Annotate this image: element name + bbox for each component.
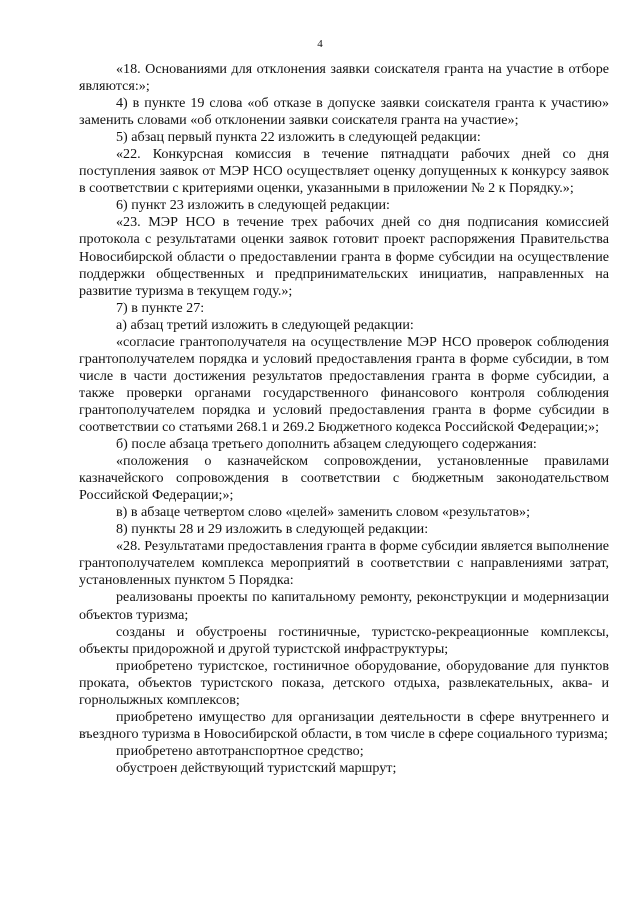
paragraph-item-5: 5) абзац первый пункта 22 изложить в следующей редакции:: [116, 129, 481, 146]
paragraph-item-7a: а) абзац третий изложить в следующей редакции:: [116, 316, 414, 333]
paragraph-23-mer: «23. МЭР НСО в течение трех рабочих дней со дня подписания комиссией протокола с результатами оценки заявок готовит проект распоряжения Правительства Новосибирской области о предоставлении гранта в форме субсидии на осуществление поддержки общественных и предпринимательских инициатив, направленных на развитие туризма в текущем году.»;: [79, 214, 609, 299]
paragraph-28-results: «28. Результатами предоставления гранта в форме субсидии является выполнение грантополучателем комплекса мероприятий в соответствии с направлениями затрат, установленных пунктом 5 Порядка:: [79, 538, 609, 589]
result-item-route: обустроен действующий туристский маршрут;: [116, 759, 397, 776]
paragraph-item-4: 4) в пункте 19 слова «об отказе в допуске заявки соискателя гранта к участию» заменить словами «об отклонении заявки соискателя гранта на участие»;: [79, 95, 609, 129]
paragraph-item-8: 8) пункты 28 и 29 изложить в следующей редакции:: [116, 521, 429, 538]
paragraph-item-7: 7) в пункте 27:: [116, 299, 205, 316]
page-number: 4: [317, 38, 323, 50]
result-item-equipment: приобретено туристское, гостиничное оборудование, оборудование для пунктов проката, объектов туристского показа, детского отдыха, развлекательных, аква- и горнолыжных комплексов;: [79, 657, 609, 708]
result-item-property: приобретено имущество для организации деятельности в сфере внутреннего и въездного туризма в Новосибирской области, в том числе в сфере социального туризма;: [79, 708, 609, 742]
paragraph-18-grounds: «18. Основаниями для отклонения заявки соискателя гранта на участие в отборе являются:»;: [79, 61, 609, 95]
paragraph-item-7v: в) в абзаце четвертом слово «целей» заменить словом «результатов»;: [116, 504, 531, 521]
paragraph-22-commission: «22. Конкурсная комиссия в течение пятнадцати рабочих дней со дня поступления заявок от МЭР НСО осуществляет оценку допущенных к конкурсу заявок в соответствии с критериями оценки, указанными в приложении № 2 к Порядку.»;: [79, 146, 609, 197]
paragraph-treasury: «положения о казначейском сопровождении, установленные правилами казначейского сопровождения в соответствии с бюджетным законодательством Российской Федерации;»;: [79, 453, 609, 504]
paragraph-item-7b: б) после абзаца третьего дополнить абзацем следующего содержания:: [116, 436, 537, 453]
result-item-hotels: созданы и обустроены гостиничные, туристско-рекреационные комплексы, объекты придорожной и другой туристской инфраструктуры;: [79, 623, 609, 657]
paragraph-consent: «согласие грантополучателя на осуществление МЭР НСО проверок соблюдения грантополучателем порядка и условий предоставления гранта в форме субсидии, в том числе в части достижения результатов предоставления гранта в форме субсидии, а также проверки органами государственного финансового контроля соблюдения грантополучателем порядка и условий предоставления гранта в форме субсидии в соответствии со статьями 268.1 и 269.2 Бюджетного кодекса Российской Федерации;»;: [79, 333, 609, 435]
result-item-repair: реализованы проекты по капитальному ремонту, реконструкции и модернизации объектов туризма;: [79, 589, 609, 623]
result-item-vehicle: приобретено автотранспортное средство;: [116, 742, 364, 759]
document-body: [79, 61, 609, 777]
paragraph-item-6: 6) пункт 23 изложить в следующей редакции:: [116, 197, 390, 214]
